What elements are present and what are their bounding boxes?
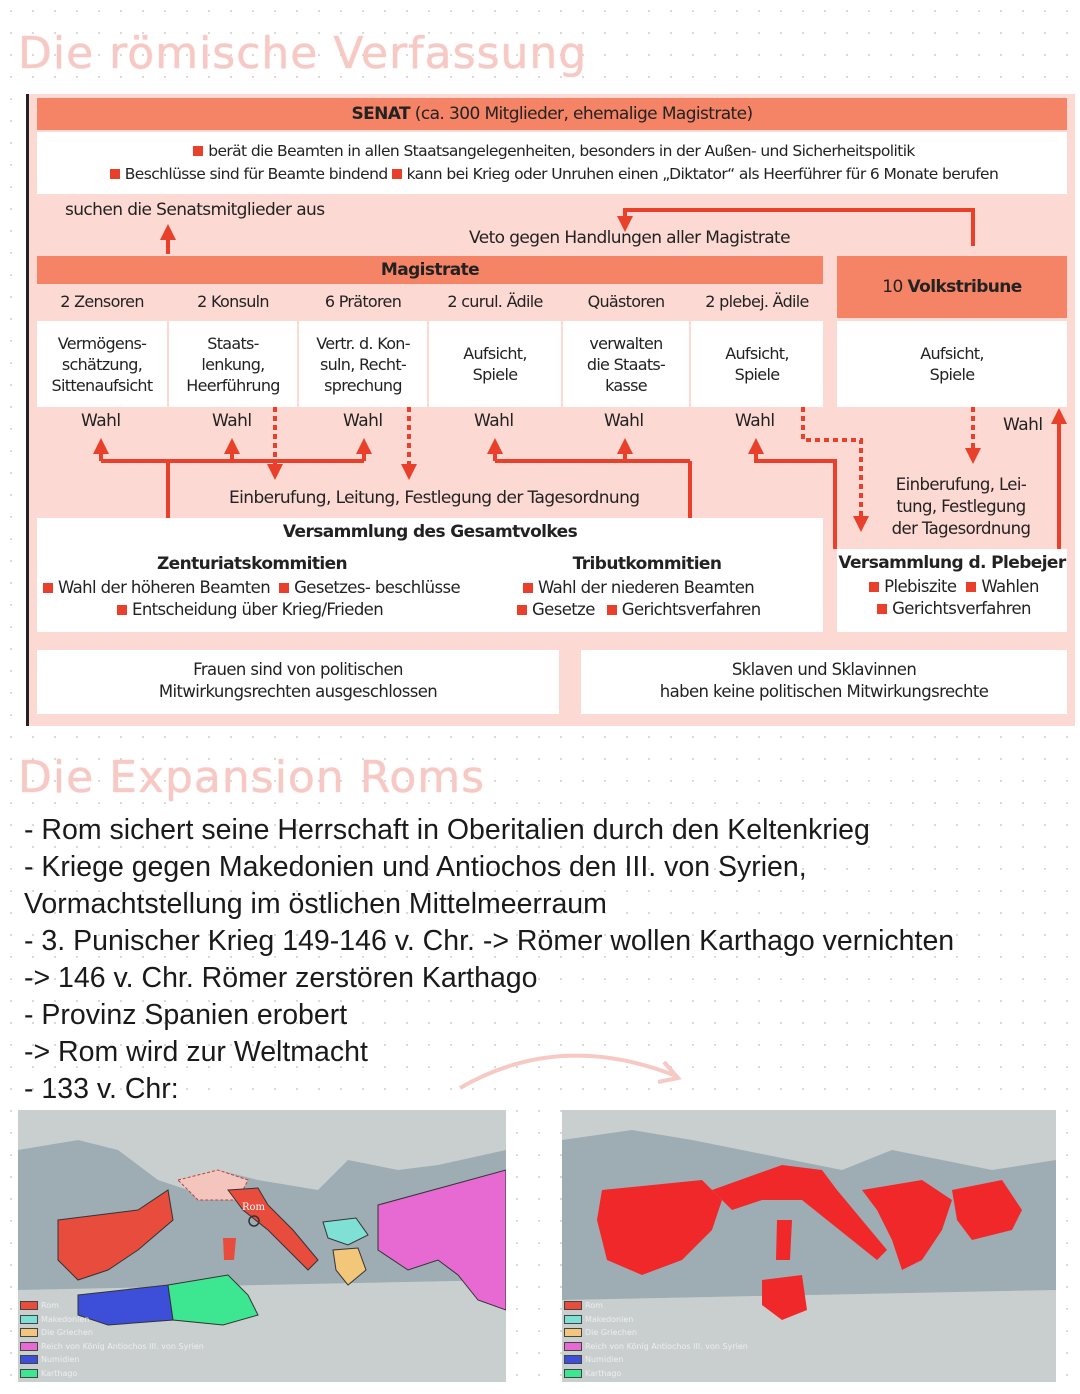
duty-plebeian-aediles: Aufsicht, Spiele xyxy=(691,321,823,407)
office-praetors: 6 Prätoren xyxy=(299,286,427,318)
wahl-praetors: Wahl xyxy=(343,411,383,431)
office-curule-aediles: 2 curul. Ädile xyxy=(429,286,561,318)
office-consuls: 2 Konsuln xyxy=(169,286,297,318)
point-2: - Kriege gegen Makedonien und Antiochos den III. von Syrien, xyxy=(24,851,807,883)
tribunes-label: Volkstribune xyxy=(907,277,1022,297)
magistrate-header: Magistrate xyxy=(37,256,823,284)
duty-quaestors: verwalten die Staats- kasse xyxy=(563,321,689,407)
point-3: Vormachtstellung im östlichen Mittelmeerraum xyxy=(24,888,607,920)
duty-censors: Vermögens- schätzung, Sittenaufsicht xyxy=(37,321,167,407)
women-note: Frauen sind von politischen Mitwirkungsrechten ausgeschlossen xyxy=(37,650,559,714)
wahl-tribunes: Wahl xyxy=(1003,415,1043,435)
constitution-diagram xyxy=(26,94,1075,726)
zent-line-1: Wahl der höheren Beamten Gesetzes- beschlüsse xyxy=(39,578,460,597)
wahl-curule-aediles: Wahl xyxy=(474,411,514,431)
convene-main-label: Einberufung, Leitung, Festlegung der Tagesordnung xyxy=(229,488,640,508)
senate-duty-advise: berät die Beamten in allen Staatsangelegenheiten, besonders in der Außen- und Sicherheitspolitik xyxy=(208,142,915,160)
people-assembly xyxy=(37,518,823,632)
wahl-consuls: Wahl xyxy=(212,411,252,431)
map-after-legend: Rom Makedonien Die Griechen Reich von König Antiochos III. von Syrien Numidien Karthago xyxy=(564,1299,748,1380)
duty-tribunes: Aufsicht, Spiele xyxy=(837,321,1067,407)
wahl-censors: Wahl xyxy=(81,411,121,431)
trib-line-1: Wahl der niederen Beamten xyxy=(519,578,754,597)
map-after xyxy=(562,1110,1056,1382)
curved-arrow-icon xyxy=(450,1040,700,1100)
point-7: -> Rom wird zur Weltmacht xyxy=(24,1036,368,1068)
point-8: - 133 v. Chr: xyxy=(24,1073,179,1105)
duty-consuls: Staats- lenkung, Heerführung xyxy=(169,321,297,407)
tribunes-count: 10 xyxy=(882,277,908,297)
plebs-title: Versammlung d. Plebejer xyxy=(838,553,1066,573)
plebs-line-1: Plebiszite Wahlen xyxy=(837,577,1067,596)
trib-title: Tributkommitien xyxy=(572,554,722,574)
wahl-quaestors: Wahl xyxy=(604,411,644,431)
point-5: -> 146 v. Chr. Römer zerstören Karthago xyxy=(24,962,538,994)
senate-duty-binding: Beschlüsse sind für Beamte bindend xyxy=(124,165,388,183)
map-before-legend: Rom Makedonien Die Griechen Reich von König Antiochos III. von Syrien Numidien Karthago xyxy=(20,1299,204,1380)
senate-duty-dictator: kann bei Krieg oder Unruhen einen „Diktator“ als Heerführer für 6 Monate berufen xyxy=(406,165,999,183)
office-quaestors: Quästoren xyxy=(563,286,689,318)
convene-pleb-label: Einberufung, Lei- tung, Festlegung der Tagesordnung xyxy=(891,475,1031,538)
senate-label: SENAT xyxy=(351,104,410,124)
plebs-line-2: Gerichtsverfahren xyxy=(837,599,1067,618)
slaves-note: Sklaven und Sklavinnen haben keine politischen Mitwirkungsrechte xyxy=(581,650,1067,714)
veto-label: Veto gegen Handlungen aller Magistrate xyxy=(469,228,790,248)
senate-header-detail: (ca. 300 Mitglieder, ehemalige Magistrate) xyxy=(410,104,753,124)
duty-curule-aediles: Aufsicht, Spiele xyxy=(429,321,561,407)
wahl-plebeian-aediles: Wahl xyxy=(735,411,775,431)
plebeian-assembly xyxy=(837,549,1067,632)
assembly-title: Versammlung des Gesamtvolkes xyxy=(282,522,578,542)
select-senators-label: suchen die Senatsmitglieder aus xyxy=(65,200,325,220)
point-4: - 3. Punischer Krieg 149-146 v. Chr. -> Römer wollen Karthago vernichten xyxy=(24,925,955,957)
point-6: - Provinz Spanien erobert xyxy=(24,999,348,1031)
trib-line-2: Gesetze Gerichtsverfahren xyxy=(513,600,761,619)
duty-praetors: Vertr. d. Kon- suln, Recht- sprechung xyxy=(299,321,427,407)
map-before xyxy=(18,1110,506,1382)
constitution-title: Die römische Verfassung xyxy=(18,28,588,79)
point-1: - Rom sichert seine Herrschaft in Oberitalien durch den Keltenkrieg xyxy=(24,814,870,846)
zent-line-2: Entscheidung über Krieg/Frieden xyxy=(113,600,383,619)
zent-title: Zenturiatskommitien xyxy=(156,554,348,574)
tribunes-header xyxy=(837,256,1067,318)
expansion-title: Die Expansion Roms xyxy=(18,752,486,803)
office-censors: 2 Zensoren xyxy=(37,286,167,318)
office-plebeian-aediles: 2 plebej. Ädile xyxy=(691,286,823,318)
map-city-label: Rom xyxy=(242,1202,266,1213)
